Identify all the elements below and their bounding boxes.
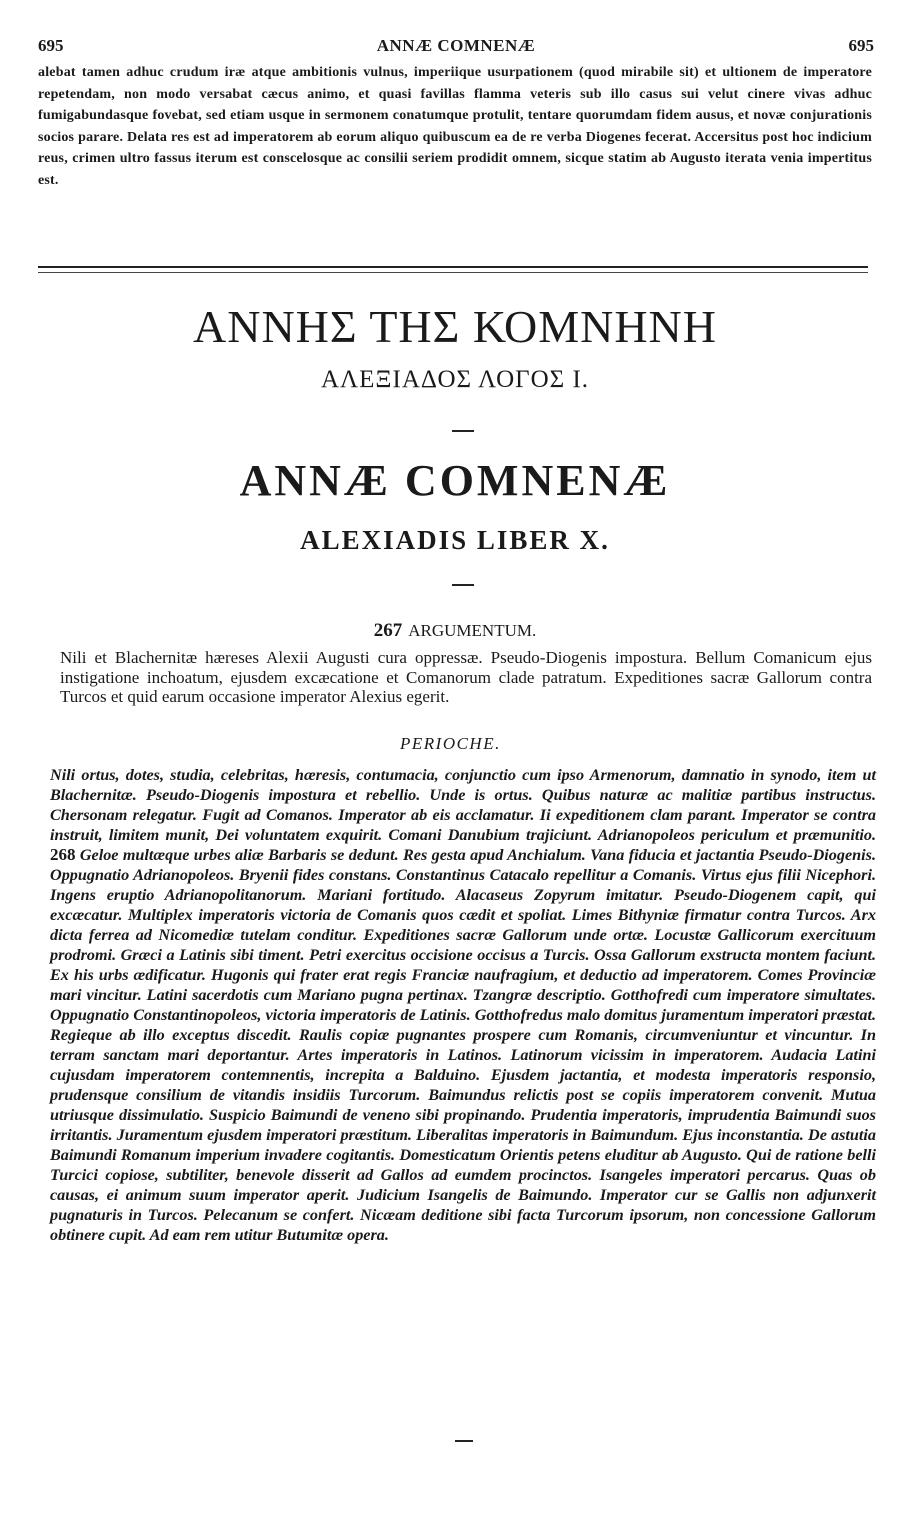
argument-text: Nili et Blachernitæ hæreses Alexii Augusti cura oppressæ. Pseudo-Diogenis impostura. Bellum Comanicum ejus instigatione inchoatum, ejusdem excæcatione et Comanorum clade patratum. Expeditiones sacræ Gallorum contra Turcos et quid earum occasione imperator Alexius egerit. bbox=[60, 648, 872, 707]
greek-title: ΑΝΝΗΣ ΤΗΣ ΚΟΜΝΗΝΗ bbox=[193, 301, 717, 352]
latin-title: ANNÆ COMNENÆ bbox=[239, 456, 671, 505]
continued-paragraph: alebat tamen adhuc crudum iræ atque ambitionis vulnus, imperiique usurpationem (quod mirabile sit) et ultionem de imperatore repetendam, non modo versabat cæcus animo, et quasi favillas flamma veteris sub illo casus sui velut cinere vivas adhuc fumigabundasque fovebat, sed etiam usque in sermonem conatumque protulit, tentare quorumdam fidem ausus, et novæ conjurationis socios parare. Delata res est ad imperatorem ab eorum aliquo quibuscum ea de re verba Diogenes fecerat. Accersitus post hoc indicium reus, crimen ultro fassus iterum est conscelosque ac consilii seriem prodidit omnem, sicque statim ab Augusto iterata venia impertitus est. bbox=[38, 65, 872, 188]
running-title: ANNÆ COMNENÆ bbox=[376, 36, 536, 55]
marginal-page-number: 267 bbox=[373, 620, 403, 641]
periochae-text-part-1: Nili ortus, dotes, studia, celebritas, hæresis, contumacia, conjunctio cum ipso Armenorum, damnatio in synodo, item ut Blachernitæ. Pseudo-Diogenis impostura et rebellio. Unde is ortus. Quibus naturæ ac malitiæ partibus instructus. Chersonam relegatur. Fugit ad Comanos. Imperator ab eis acclamatur. Ii expeditionem clam parant. Imperator se contra instruit, limitem munit, Dei voluntatem exquirit. Comani Danubium trajiciunt. Adrianopoleos periculum et præmunitio. bbox=[50, 766, 876, 844]
separator-dash bbox=[452, 430, 474, 432]
periochae-heading: PERIOCHE. bbox=[400, 734, 501, 753]
page-number-right: 695 bbox=[848, 36, 874, 55]
end-dash bbox=[455, 1440, 473, 1442]
greek-subtitle: ΑΛΕΞΙΑΔΟΣ ΛΟΓΟΣ Ι. bbox=[320, 366, 590, 393]
periochae-text-part-2: Geloe multæque urbes aliæ Barbaris se dedunt. Res gesta apud Anchialum. Vana fiducia et jactantia Pseudo-Diogenis. Oppugnatio Adrianopoleos. Bryenii fides constans. Constantinus Catacalo repellitur a Comanis. Virtus ejus filii Nicephori. Ingens eruptio Adrianopolitanorum. Mariani fortitudo. Alacaseus Zopyrum imitatur. Pseudo-Diogenem capit, qui excæcatur. Multiplex imperatoris victoria de Comanis quos cædit et spoliat. Limes Bithyniæ firmatur contra Turcos. Arx dicta ferrea ad Nicomediæ tutelam conditur. Expeditiones sacræ Gallorum unde ortæ. Locustæ Gallicorum exercituum prodromi. Græci a Latinis sibi timent. Petri exercitus occisione occisus a Turcis. Ossa Gallorum exstructa montem faciunt. Ex his urbs ædificatur. Hugonis qui frater erat regis Franciæ naufragium, et deductio ad imperatorem. Comes Provinciæ mari vincitur. Latini sacerdotis cum Mariano pugna pertinax. Tzangræ descriptio. Gotthofredi cum imperatore simultates. Oppugnatio Constantinopoleos, victoria imperatoris de Latinis. Gotthofredus malo domitus juramentum imperatori præstat. Regieque ab illo exceptus discedit. Raulis copiæ pugnantes prospere cum Romanis, circumveniuntur et vincuntur. In terram sanctam mari deportantur. Artes imperatoris in Latinos. Latinorum vicissim in imperatorem. Audacia Latini cujusdam imperatorem contemnentis, increpita a Balduino. Ejusdem jactantia, et modesta imperatoris responsio, prudensque consilium de vitandis insidiis Turcorum. Baimundus relictis post se copiis imperatorem convenit. Mutua utriusque dissimulatio. Suspicio Baimundi de veneno sibi propinando. Prudentia imperatoris, imprudentia Baimundi suos irritantis. Juramentum ejusdem imperatori præstitum. Liberalitas imperatoris in Baimundum. Ejus inconstantia. De astutia Baimundi Romanum imperium invadere cogitantis. Domesticatum Orientis petens eluditur ab Augusto. Qui de ratione belli Turcici copiose, subtiliter, benevole disserit ad Gallos ad eumdem procinctos. Isangeles imperatori percarus. Quas ob causas, ei animum suum imperator aperit. Judicium Isangelis de Baimundo. Imperator cur se Gallis non adjunxerit pugnaturis in Turcos. Pelecanum se confert. Nicæam deditione sibi facta Turcorum ipsorum, non concessione Gallorum obtinere cupit. Ad eam rem utitur Butumitæ opera. bbox=[50, 846, 876, 1244]
periochae-text bbox=[50, 765, 876, 1245]
latin-subtitle: ALEXIADIS LIBER X. bbox=[300, 525, 610, 555]
argument-heading bbox=[0, 620, 910, 642]
separator-dash bbox=[452, 584, 474, 586]
argument-heading-label: ARGUMENTUM. bbox=[408, 621, 537, 640]
running-head bbox=[38, 36, 874, 58]
section-rule-thin bbox=[38, 272, 868, 273]
marginal-page-number-inline: 268 bbox=[50, 845, 76, 864]
section-rule-thick bbox=[38, 266, 868, 268]
page-number-left: 695 bbox=[38, 36, 64, 55]
